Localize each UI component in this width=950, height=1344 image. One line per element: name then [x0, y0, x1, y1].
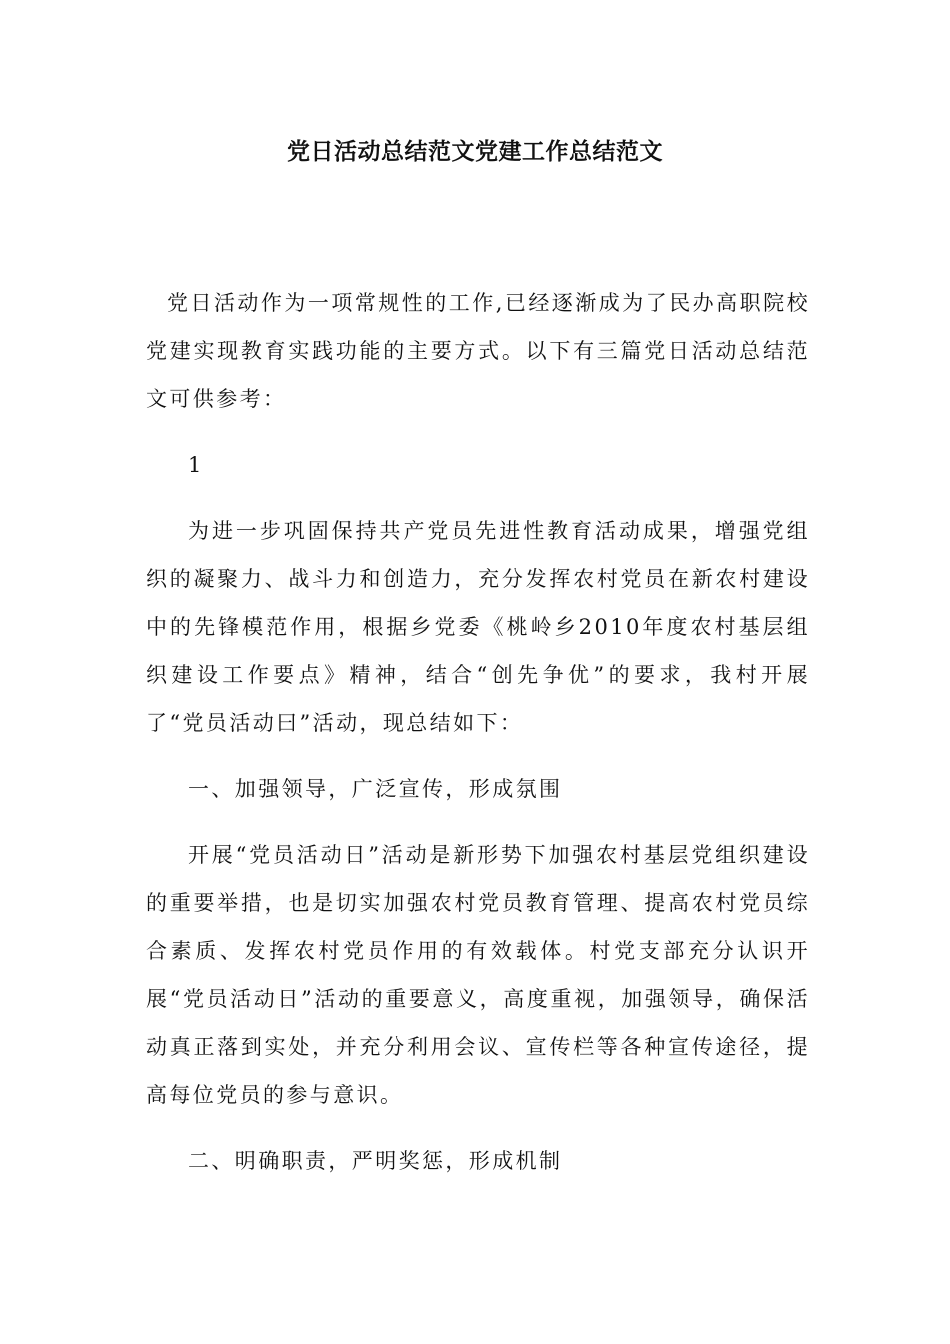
document-body — [146, 279, 810, 1203]
document-title: 党日活动总结范文党建工作总结范文 — [287, 138, 663, 165]
body-paragraph-1: 为进一步巩固保持共产党员先进性教育活动成果，增强党组织的凝聚力、战斗力和创造力，充分发挥农村党员在新农村建设中的先锋模范作用，根据乡党委《桃岭乡2010年度农村基层组织建设工作要点》精神，结合“创先争优”的要求，我村开展了“党员活动曰”活动，现总结如下： — [146, 519, 810, 735]
body-paragraph-2: 开展“党员活动日”活动是新形势下加强农村基层党组织建设的重要举措，也是切实加强农村党员教育管理、提高农村党员综合素质、发挥农村党员作用的有效载体。村党支部充分认识开展“党员活动日”活动的重要意义，高度重视，加强领导，确保活动真正落到实处，并充分利用会议、宣传栏等各种宣传途径，提高每位党员的参与意识。 — [146, 843, 810, 1107]
section-heading-1: 一、加强领导，广泛宣传，形成氛围 — [188, 777, 563, 801]
section-number: 1 — [188, 453, 204, 477]
section-heading-2: 二、明确职责，严明奖惩，形成机制 — [188, 1149, 563, 1173]
intro-paragraph: 党日活动作为一项常规性的工作,已经逐渐成为了民办高职院校党建实现教育实践功能的主要方式。以下有三篇党日活动总结范文可供参考： — [146, 291, 810, 411]
